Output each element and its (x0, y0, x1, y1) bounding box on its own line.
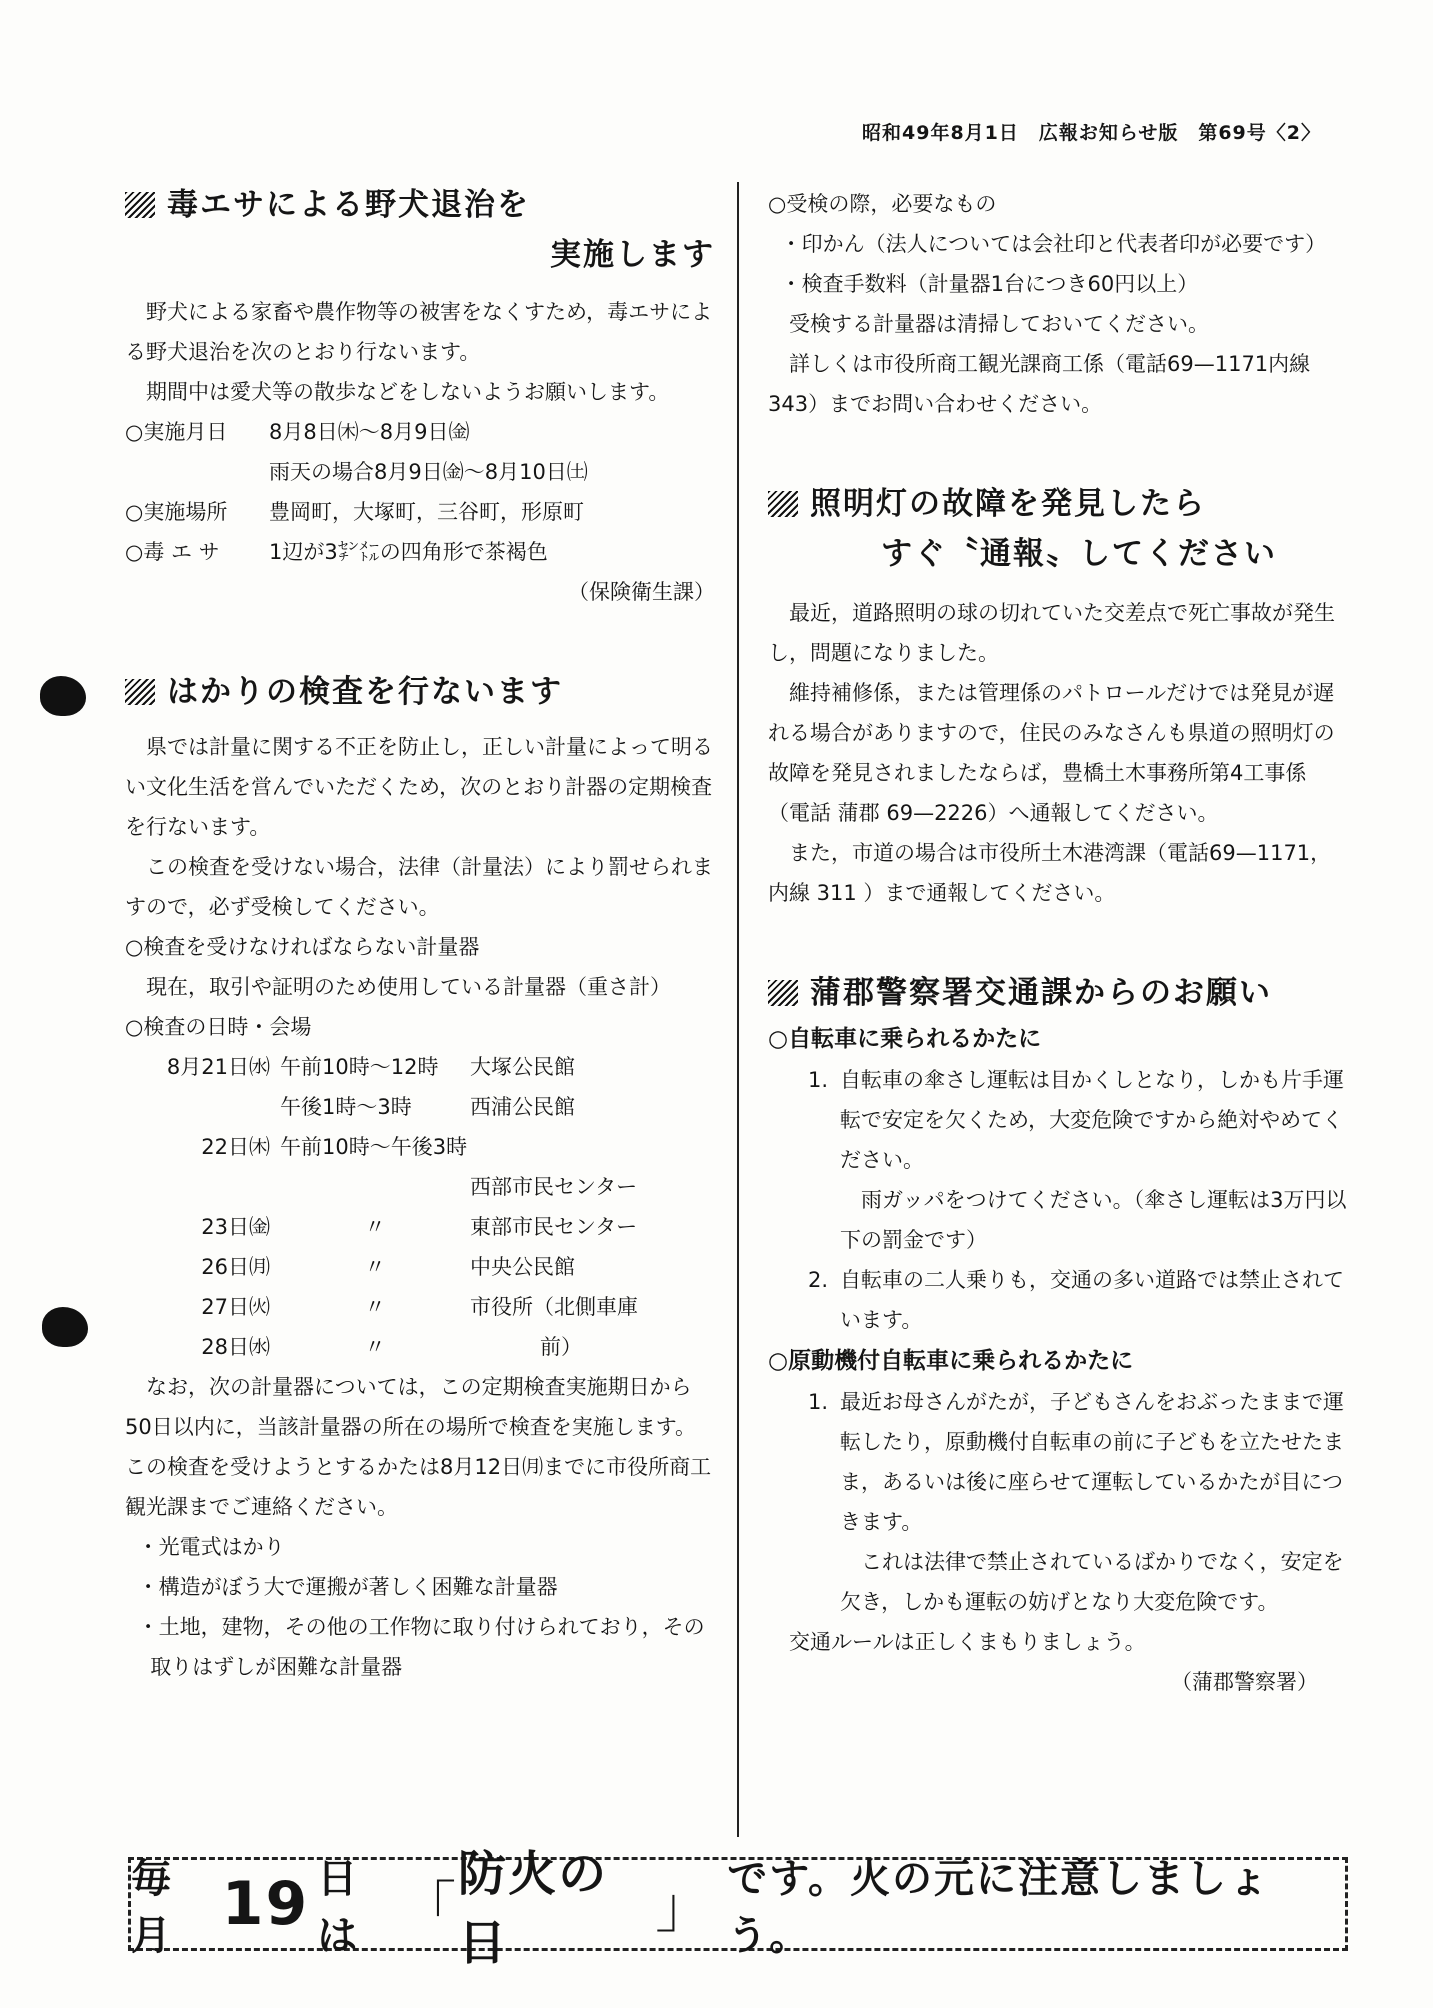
schedule-row: 8月21日㈬ 午前10時〜12時 大塚公民館 (166, 1055, 575, 1079)
article-police-request (768, 968, 1348, 1702)
subheading: ○検査の日時・会場 (125, 1015, 312, 1039)
schedule-row: 27日㈫ 〃 市役所（北側車庫 (201, 1295, 638, 1319)
page-header: 昭和49年8月1日 広報お知らせ版 第69号〈2〉 (862, 122, 1321, 144)
banner-day-number: 19 (221, 1869, 310, 1939)
bullet-item: ・光電式はかり (137, 1535, 285, 1559)
bullet-item: ・構造がぼう大で運搬が著しく困難な計量器 (137, 1575, 558, 1599)
article-title: 蒲郡警察署交通課からのお願い (768, 968, 1348, 1018)
banner-text: 毎月 (131, 1856, 173, 1959)
article-title: はかりの検査を行ないます (125, 667, 715, 717)
paragraph: 最近，道路照明の球の切れていた交差点で死亡事故が発生し，問題になりました。 (768, 601, 1335, 665)
right-column (768, 184, 1348, 1702)
banner-bracket-close: 」 (655, 1876, 714, 1941)
paragraph: 維持補修係，または管理係のパトロールだけでは発見が遅れる場合がありますので，住民のみなさんも県道の照明灯の故障を発見されましたならば，豊橋土木事務所第4工事係（電話 蒲郡 69—2226）へ通報してください。 (768, 681, 1335, 825)
schedule-table (125, 1047, 715, 1367)
fire-prevention-banner (128, 1846, 1348, 1971)
binder-hole-top (40, 676, 86, 716)
schedule-row: 午後1時〜3時 西浦公民館 (280, 1095, 575, 1119)
banner-text: です。火の元に注意しましょう。 (727, 1856, 1271, 1959)
article-street-light (768, 479, 1348, 913)
bullet-item: ・土地，建物，その他の工作物に取り付けられており，その取りはずしが困難な計量器 (137, 1615, 705, 1679)
banner-text: 日は (317, 1856, 360, 1959)
paragraph: この検査を受けない場合，法律（計量法）により罰せられますので，必ず受検してください。 (125, 855, 713, 919)
schedule-row: 22日㈭ 午前10時〜午後3時 (201, 1135, 468, 1159)
paragraph: 交通ルールは正しくまもりましょう。 (789, 1630, 1146, 1654)
schedule-row: 26日㈪ 〃 中央公民館 (201, 1255, 575, 1279)
article-scale-inspection (125, 667, 715, 1687)
bullet-item: ・印かん（法人については会社印と代表者印が必要です） (780, 232, 1327, 256)
paragraph: 現在，取引や証明のため使用している計量器（重さ計） (146, 975, 671, 999)
source-credit: （保険衛生課） (568, 580, 715, 604)
paragraph: 野犬による家畜や農作物等の被害をなくすため，毒エサによる野犬退治を次のとおり行ないます。 (125, 300, 713, 364)
column-divider (737, 182, 739, 1837)
paragraph: また，市道の場合は市役所土木港湾課（電話69—1171，内線 311 ）まで通報してください。 (768, 841, 1332, 905)
title-line-1: 毒エサによる野犬退治を (167, 187, 530, 223)
title-line-1: 照明灯の故障を発見したら (810, 486, 1206, 522)
article-title (125, 180, 715, 280)
source-credit: （蒲郡警察署） (1171, 1670, 1318, 1694)
article-stray-dog (125, 180, 715, 612)
paragraph: 期間中は愛犬等の散歩などをしないようお願いします。 (146, 380, 670, 404)
subheading: ○原動機付自転車に乗られるかたに (768, 1348, 1134, 1374)
bullet-item: ・検査手数料（計量器1台につき60円以上） (780, 272, 1199, 296)
numbered-item-note: 雨ガッパをつけてください。（傘さし運転は3万円以下の罰金です） (840, 1188, 1347, 1252)
info-row: ○毒 エ サ 1辺が3㌢㍍の四角形で茶褐色 (125, 540, 548, 564)
paragraph: 受検する計量器は清掃しておいてください。 (789, 312, 1209, 336)
paragraph: 県では計量に関する不正を防止し，正しい計量によって明るい文化生活を営んでいただくため，次のとおり計器の定期検査を行ないます。 (125, 735, 713, 839)
info-row: 雨天の場合8月9日㈮〜8月10日㈯ (269, 460, 588, 484)
paragraph: なお，次の計量器については，この定期検査実施期日から50日以内に，当該計量器の所在の場所で検査を実施します。この検査を受けようとするかたは8月12日㈪までに市役所商工観光課までご連絡ください。 (125, 1375, 712, 1519)
numbered-item: 1. 最近お母さんがたが，子どもさんをおぶったままで運転したり，原動機付自転車の前に子どもを立たせたまま，あるいは後に座らせて運転しているかたが目につきます。 (807, 1390, 1344, 1534)
info-row: ○実施月日 8月8日㈭〜8月9日㈮ (125, 420, 470, 444)
numbered-item-note: これは法律で禁止されているばかりでなく，安定を欠き，しかも運転の妨げとなり大変危険です。 (840, 1550, 1344, 1614)
banner-bracket-open: 「 (400, 1876, 459, 1941)
title-line-2: 実施します (550, 237, 715, 273)
article-scale-inspection-cont (768, 184, 1348, 424)
subheading: ○検査を受けなければならない計量器 (125, 935, 480, 959)
banner-keyword: 防火の日 (458, 1846, 609, 1971)
numbered-item: 2. 自転車の二人乗りも，交通の多い道路では禁止されています。 (807, 1268, 1344, 1332)
schedule-row: 28日㈬ 〃 前） (201, 1335, 582, 1359)
info-row: ○実施場所 豊岡町，大塚町，三谷町，形原町 (125, 500, 584, 524)
left-column (125, 180, 715, 1687)
schedule-row: 西部市民センター (470, 1175, 638, 1199)
subheading: ○自転車に乗られるかたに (768, 1026, 1042, 1052)
schedule-row: 23日㈮ 〃 東部市民センター (201, 1215, 638, 1239)
numbered-item: 1. 自転車の傘さし運転は目かくしとなり，しかも片手運転で安定を欠くため，大変危険ですから絶対やめてください。 (807, 1068, 1344, 1172)
title-line-2: すぐ〝通報〟してください (881, 536, 1277, 572)
article-title (768, 479, 1348, 579)
subheading: ○受検の際，必要なもの (768, 192, 997, 216)
paragraph: 詳しくは市役所商工観光課商工係（電話69—1171内線343）までお問い合わせください。 (768, 352, 1311, 416)
binder-hole-bottom (42, 1307, 88, 1347)
